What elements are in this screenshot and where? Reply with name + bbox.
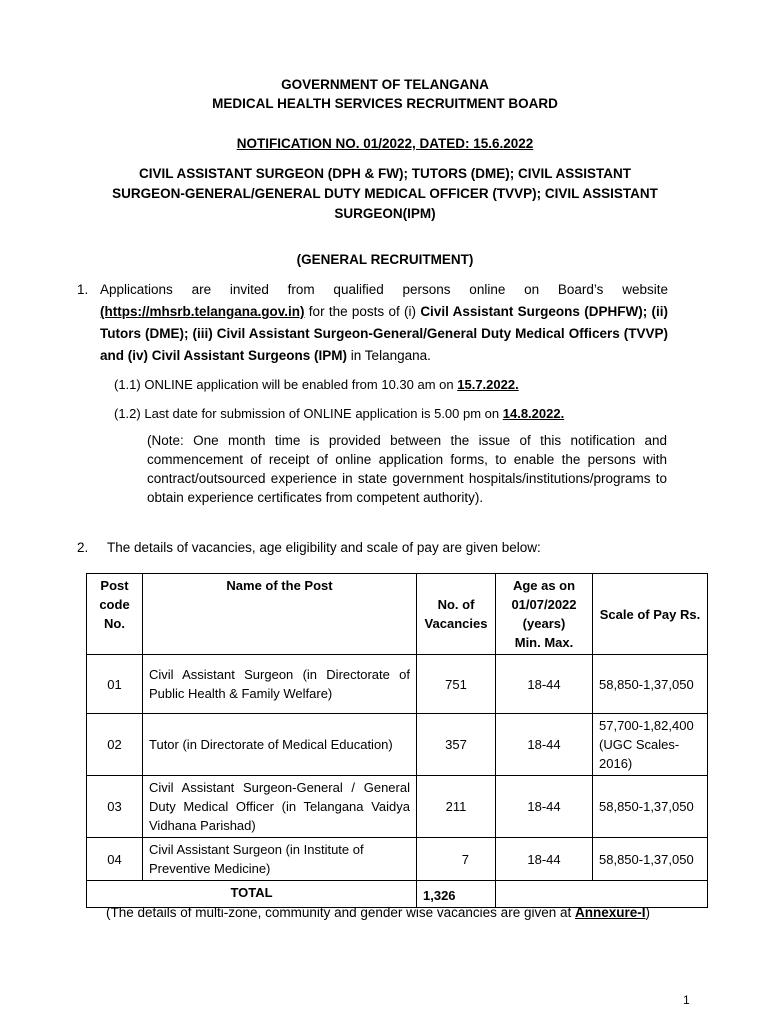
- para2-text: The details of vacancies, age eligibility and scale of pay are given below:: [107, 540, 541, 555]
- total-label: TOTAL: [87, 881, 417, 908]
- posts-title-line2: SURGEON-GENERAL/GENERAL DUTY MEDICAL OFFICER (TVVP); CIVIL ASSISTANT: [112, 186, 658, 201]
- government-heading: GOVERNMENT OF TELANGANA: [281, 77, 489, 92]
- sub1-text: (1.1) ONLINE application will be enabled from 10.30 am on: [114, 377, 458, 392]
- posts-title-line1: CIVIL ASSISTANT SURGEON (DPH & FW); TUTORS (DME); CIVIL ASSISTANT: [139, 166, 631, 181]
- header-age-line1: Age as on: [512, 578, 576, 593]
- sub-item-1-2: [114, 404, 564, 423]
- table-row: [87, 714, 708, 776]
- header-post-code: Post code No.: [87, 574, 143, 655]
- total-value: 1,326: [417, 881, 496, 908]
- row-pay: 58,850-1,37,050: [593, 776, 708, 838]
- header-age: [496, 574, 593, 655]
- posts-title-line3: SURGEON(IPM): [334, 206, 436, 221]
- row-age: 18-44: [496, 776, 593, 838]
- header-vacancies: No. of Vacancies: [417, 574, 496, 655]
- notification-number: NOTIFICATION NO. 01/2022, DATED: 15.6.2022: [236, 136, 534, 151]
- sub2-date: 14.8.2022.: [502, 406, 565, 421]
- website-link[interactable]: (https://mhsrb.telangana.gov.in): [100, 304, 305, 319]
- row-vacancies: 211: [417, 776, 496, 838]
- footnote: [106, 903, 692, 923]
- notification-line-wrap: [0, 134, 770, 153]
- page-number: 1: [683, 993, 690, 1007]
- footnote-text: (The details of multi-zone, community and gender wise vacancies are given at: [106, 905, 575, 920]
- row-pay: 58,850-1,37,050: [593, 838, 708, 881]
- row-age: 18-44: [496, 655, 593, 714]
- sub2-text: (1.2) Last date for submission of ONLINE application is 5.00 pm on: [114, 406, 503, 421]
- row-code: 04: [87, 838, 143, 881]
- row-post-name: Civil Assistant Surgeon (in Institute of Preventive Medicine): [143, 838, 417, 881]
- annexure-link[interactable]: Annexure-I: [574, 905, 646, 920]
- table-row: [87, 655, 708, 714]
- para1-text3: in Telangana.: [347, 348, 431, 363]
- header-age-line2: 01/07/2022: [511, 597, 577, 612]
- para2-number: 2.: [77, 540, 89, 555]
- row-post-name: Civil Assistant Surgeon (in Directorate of Public Health & Family Welfare): [143, 655, 417, 714]
- table-row: [87, 838, 708, 881]
- para1-body: [100, 279, 668, 367]
- board-heading: MEDICAL HEALTH SERVICES RECRUITMENT BOARD: [212, 96, 558, 111]
- header-scale-of-pay: Scale of Pay Rs.: [593, 574, 708, 655]
- header-post-name: Name of the Post: [143, 574, 417, 655]
- row-age: 18-44: [496, 838, 593, 881]
- row-post-name: Tutor (in Directorate of Medical Education): [143, 714, 417, 776]
- sub1-date: 15.7.2022.: [457, 377, 519, 392]
- row-post-name: Civil Assistant Surgeon-General / General Duty Medical Officer (in Telangana Vaidya Vidhana Parishad): [143, 776, 417, 838]
- table-row: [87, 776, 708, 838]
- row-pay: 57,700-1,82,400 (UGC Scales-2016): [593, 714, 708, 776]
- row-vacancies: 7: [417, 838, 496, 881]
- sub-item-1-1: [114, 375, 519, 394]
- row-code: 01: [87, 655, 143, 714]
- para1-number: 1.: [77, 282, 89, 297]
- note-text: (Note: One month time is provided between the issue of this notification and commencement of receipt of online application forms, to enable the persons with contract/outsourced experience in state government hospitals/institutions/programs to obtain experience certificates from competent authority).: [147, 433, 667, 505]
- recruitment-type: (GENERAL RECRUITMENT): [296, 252, 474, 267]
- para1-text2: for the posts of (i): [304, 304, 421, 319]
- row-code: 03: [87, 776, 143, 838]
- row-vacancies: 751: [417, 655, 496, 714]
- header-age-line4: Min. Max.: [514, 635, 574, 650]
- para1-text: Applications are invited from qualified persons online on Board’s website: [100, 282, 668, 297]
- posts-list: Civil Assistant Surgeons (DPHFW); (ii) Tutors (DME); (iii) Civil Assistant Surgeon-General/General Duty Medical Officers (TVVP) and (iv) Civil Assistant Surgeons (IPM): [100, 304, 668, 363]
- row-code: 02: [87, 714, 143, 776]
- header-age-line3: (years): [522, 616, 566, 631]
- row-age: 18-44: [496, 714, 593, 776]
- row-vacancies: 357: [417, 714, 496, 776]
- row-pay: 58,850-1,37,050: [593, 655, 708, 714]
- footnote-end: ): [645, 905, 650, 920]
- vacancy-table: [86, 573, 708, 908]
- table-header-row: [87, 574, 708, 655]
